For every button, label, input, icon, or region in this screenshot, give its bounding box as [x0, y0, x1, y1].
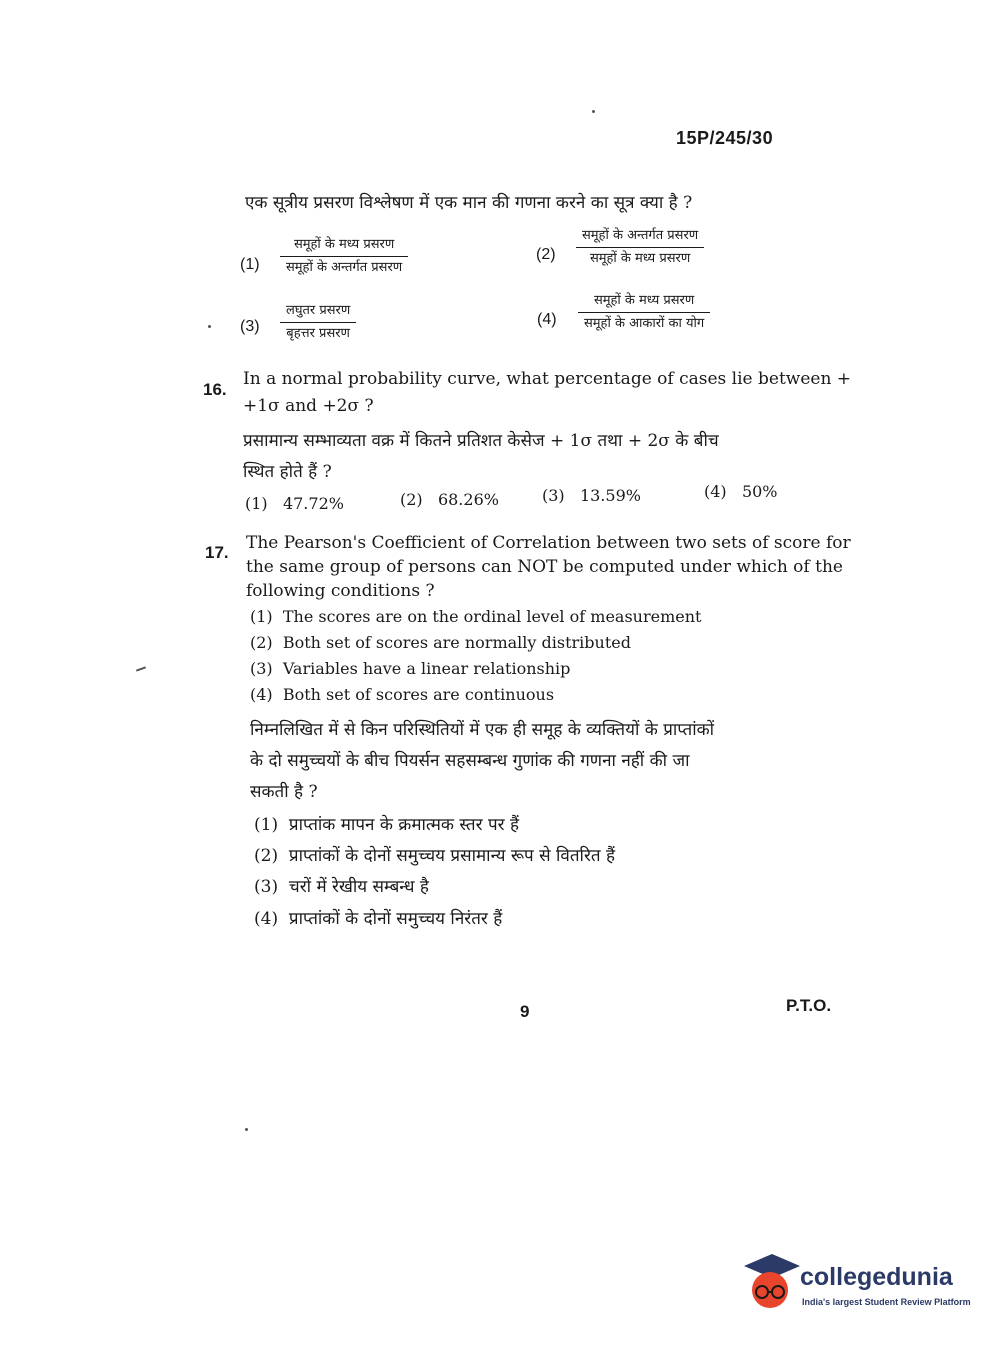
q17-question-en-line1: The Pearson's Coefficient of Correlation between two sets of score for: [246, 533, 851, 553]
paper-code: 15P/245/30: [676, 128, 774, 148]
q15-option-4-fraction: [578, 292, 710, 333]
q15-option-4-label: (4): [537, 311, 557, 328]
q17-option-hi-3: [254, 874, 429, 901]
q17-option-en-4-text: Both set of scores are continuous: [282, 685, 555, 704]
scan-speck: [592, 110, 595, 113]
q15-option-3-fraction: [280, 302, 356, 343]
q17-option-en-3: [250, 659, 570, 678]
q17-option-en-1-text: The scores are on the ordinal level of measurement: [282, 607, 702, 626]
q17-option-en-1-label: (1): [250, 607, 273, 626]
q16-question-hi-line1: प्रसामान्य सम्भाव्यता वक्र में कितने प्रतिशत केसेज + 1σ तथा + 2σ के बीच: [243, 431, 719, 451]
q16-option-1: [245, 494, 344, 513]
q16-option-2-label: (2): [400, 490, 423, 509]
q15-option-2-label: (2): [536, 246, 556, 263]
q17-option-en-4: [250, 685, 554, 704]
q17-option-hi-2-label: (2): [254, 846, 279, 866]
q17-option-en-3-label: (3): [250, 659, 273, 678]
q17-option-hi-1: [254, 812, 519, 839]
q15-option-1-numerator: समूहों के मध्य प्रसरण: [280, 236, 408, 257]
q16-option-4-text: 50%: [741, 482, 778, 501]
q17-question-en-line2: the same group of persons can NOT be computed under which of the: [246, 557, 843, 577]
q16-question-en-line1: In a normal probability curve, what percentage of cases lie between +: [243, 369, 852, 389]
q15-question-hi: एक सूत्रीय प्रसरण विश्लेषण में एक मान की गणना करने का सूत्र क्या है ?: [245, 193, 693, 213]
q15-option-1-fraction: [280, 236, 408, 277]
q17-option-en-2: [250, 633, 631, 652]
q17-option-hi-4: [254, 906, 502, 933]
q17-option-hi-3-label: (3): [254, 877, 279, 897]
q15-option-3-denominator: बृहत्तर प्रसरण: [286, 326, 350, 342]
q15-option-2-fraction: [576, 227, 704, 268]
q16-number: 16.: [203, 380, 227, 399]
q17-option-en-2-label: (2): [250, 633, 273, 652]
q17-option-hi-4-text: प्राप्तांकों के दोनों समुच्चय निरंतर हैं: [288, 909, 503, 929]
scan-speck: [136, 666, 146, 671]
q15-option-1-denominator: समूहों के अन्तर्गत प्रसरण: [286, 260, 403, 276]
q17-option-hi-1-label: (1): [254, 815, 279, 835]
q16-option-3-label: (3): [542, 486, 565, 505]
q16-option-2-text: 68.26%: [437, 490, 499, 509]
q17-option-hi-2: [254, 843, 615, 870]
scan-speck: [208, 325, 211, 328]
q17-option-en-4-label: (4): [250, 685, 273, 704]
q17-option-hi-1-text: प्राप्तांक मापन के क्रमात्मक स्तर पर हैं: [288, 815, 520, 835]
q15-option-4-numerator: समूहों के मध्य प्रसरण: [578, 292, 710, 313]
q17-question-hi-line1: निम्नलिखित में से किन परिस्थितियों में एक ही समूह के व्यक्तियों के प्राप्तांकों: [250, 720, 715, 740]
q15-option-1-label: (1): [240, 256, 260, 273]
q15-option-2-denominator: समूहों के मध्य प्रसरण: [589, 251, 691, 267]
q17-option-hi-3-text: चरों में रेखीय सम्बन्ध है: [288, 877, 429, 897]
scan-speck: [245, 1128, 248, 1131]
pto-label: P.T.O.: [786, 996, 832, 1015]
q16-option-1-label: (1): [245, 494, 268, 513]
q17-option-hi-4-label: (4): [254, 909, 279, 929]
brand-name: collegedunia: [800, 1263, 953, 1291]
page-number: 9: [520, 1002, 530, 1021]
q16-question-hi-line2: स्थित होते हैं ?: [243, 462, 332, 482]
q17-question-en-line3: following conditions ?: [246, 581, 435, 601]
q15-option-3-numerator: लघुतर प्रसरण: [280, 302, 356, 323]
q17-question-hi-line3: सकती है ?: [250, 782, 318, 802]
q17-option-en-2-text: Both set of scores are normally distributed: [282, 633, 631, 652]
q15-option-4-denominator: समूहों के आकारों का योग: [584, 316, 705, 332]
q16-option-2: [400, 490, 499, 509]
q17-number: 17.: [205, 543, 229, 562]
q16-option-4: [704, 482, 778, 501]
q16-option-4-label: (4): [704, 482, 727, 501]
q16-option-1-text: 47.72%: [282, 494, 344, 513]
q17-option-en-1: [250, 607, 701, 626]
brand-tagline: India's largest Student Review Platform: [802, 1297, 971, 1307]
q16-question-en-line2: +1σ and +2σ ?: [243, 396, 374, 416]
q17-question-hi-line2: के दो समुच्चयों के बीच पियर्सन सहसम्बन्ध गुणांक की गणना नहीं की जा: [250, 751, 690, 771]
q17-option-en-3-text: Variables have a linear relationship: [282, 659, 571, 678]
q15-option-3-label: (3): [240, 318, 260, 335]
q15-option-2-numerator: समूहों के अन्तर्गत प्रसरण: [576, 227, 704, 248]
q16-option-3: [542, 486, 641, 505]
q17-option-hi-2-text: प्राप्तांकों के दोनों समुच्चय प्रसामान्य रूप से वितरित हैं: [288, 846, 616, 866]
q16-option-3-text: 13.59%: [579, 486, 641, 505]
